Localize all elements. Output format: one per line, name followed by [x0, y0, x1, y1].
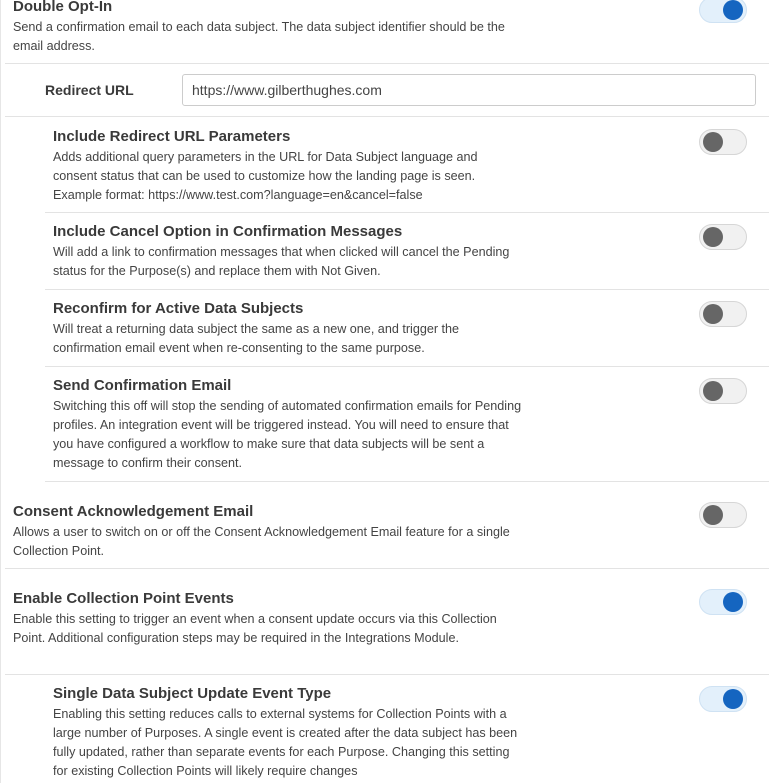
include-redirect-params-toggle[interactable] — [699, 129, 747, 155]
setting-single-ds-update-event — [45, 675, 769, 783]
toggle-knob — [703, 132, 723, 152]
consent-ack-email-toggle[interactable] — [699, 502, 747, 528]
redirect-url-input[interactable] — [182, 74, 756, 106]
setting-description: Switching this off will stop the sending of automated confirmation emails for Pending profiles. An integration event will be triggered instead. You will need to ensure that you have configured a workflow to make sure that data subjects will be sent a message to confirm their consent. — [53, 399, 522, 470]
redirect-url-label: Redirect URL — [45, 82, 134, 98]
setting-consent-ack-email — [5, 482, 769, 569]
setting-description: Will treat a returning data subject the same as a new one, and trigger the confirmation email event when re-consenting to the same purpose. — [53, 322, 460, 355]
setting-description: Adds additional query parameters in the URL for Data Subject language and consent status that can be used to customize how the landing page is seen. Example format: https://www.test.com?language=en&cancel=false — [53, 150, 478, 202]
toggle-knob — [723, 592, 743, 612]
setting-include-cancel-option — [45, 213, 769, 290]
setting-title: Send Confirmation Email — [53, 377, 232, 394]
setting-description: Enabling this setting reduces calls to external systems for Collection Points with a large number of Purposes. A single event is created after the data subject has been fully updated, rather than separate events for each Purpose. Changing this setting for existing Collection Points will likely require changes — [53, 707, 518, 778]
setting-double-opt-in — [5, 0, 769, 64]
single-ds-update-event-toggle[interactable] — [699, 686, 747, 712]
setting-title: Include Cancel Option in Confirmation Messages — [53, 223, 403, 240]
setting-enable-cp-events — [5, 569, 769, 675]
setting-description: Allows a user to switch on or off the Consent Acknowledgement Email feature for a single Collection Point. — [13, 525, 510, 558]
setting-reconfirm-active — [45, 290, 769, 367]
setting-description: Send a confirmation email to each data subject. The data subject identifier should be the email address. — [13, 20, 505, 53]
setting-description: Enable this setting to trigger an event when a consent update occurs via this Collection Point. Additional configuration steps may be required in the Integrations Module. — [13, 612, 497, 645]
setting-title: Reconfirm for Active Data Subjects — [53, 300, 304, 317]
setting-title: Enable Collection Point Events — [13, 590, 234, 607]
enable-cp-events-toggle[interactable] — [699, 589, 747, 615]
toggle-knob — [703, 381, 723, 401]
toggle-knob — [723, 0, 743, 20]
setting-redirect-url — [5, 64, 769, 117]
include-cancel-option-toggle[interactable] — [699, 224, 747, 250]
toggle-knob — [703, 505, 723, 525]
send-confirmation-email-toggle[interactable] — [699, 378, 747, 404]
toggle-knob — [703, 227, 723, 247]
setting-title: Double Opt-In — [13, 0, 113, 15]
setting-title: Consent Acknowledgement Email — [13, 503, 254, 520]
setting-title: Single Data Subject Update Event Type — [53, 685, 332, 702]
setting-send-confirmation-email — [45, 367, 769, 482]
toggle-knob — [703, 304, 723, 324]
setting-title: Include Redirect URL Parameters — [53, 128, 291, 145]
reconfirm-active-toggle[interactable] — [699, 301, 747, 327]
setting-include-redirect-params — [45, 117, 769, 213]
toggle-knob — [723, 689, 743, 709]
double-opt-in-toggle[interactable] — [699, 0, 747, 23]
setting-description: Will add a link to confirmation messages that when clicked will cancel the Pending status for the Purpose(s) and replace them with Not Given. — [53, 245, 510, 278]
